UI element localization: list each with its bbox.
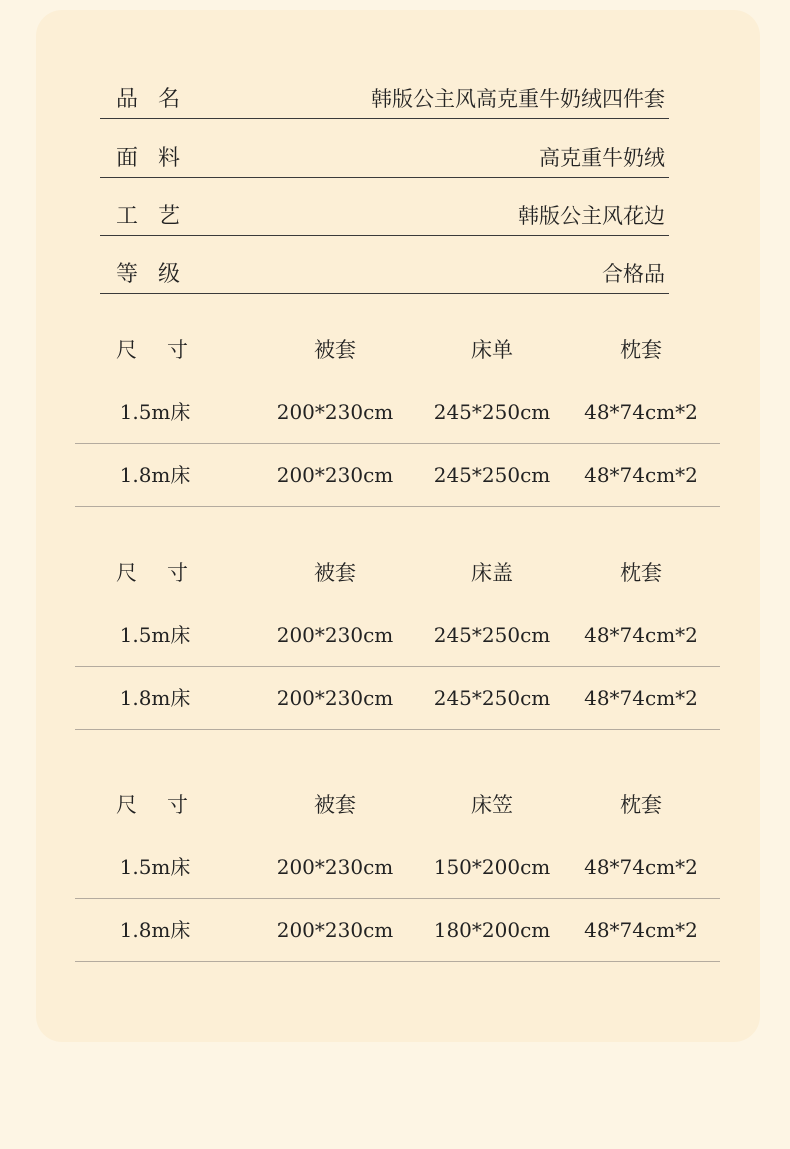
info-label: 品名 — [116, 87, 201, 112]
table-cell: 1.5m床 — [119, 855, 191, 879]
size-table-sheet — [75, 319, 720, 507]
table-row — [75, 444, 720, 507]
table-row — [75, 836, 720, 899]
table-cell: 200*230cm — [276, 400, 394, 424]
header-sheet: 床单 — [471, 338, 513, 362]
table-cell: 48*74cm*2 — [584, 686, 698, 710]
header-duvet: 被套 — [314, 338, 356, 362]
table-row — [75, 667, 720, 730]
info-row-product-name — [100, 78, 669, 119]
table-cell: 1.5m床 — [119, 623, 191, 647]
header-bedspread: 床盖 — [471, 561, 513, 585]
header-duvet: 被套 — [314, 561, 356, 585]
table-cell: 180*200cm — [433, 918, 551, 942]
info-value: 韩版公主风花边 — [518, 204, 665, 228]
table-cell: 245*250cm — [433, 686, 551, 710]
table-cell: 1.8m床 — [119, 918, 191, 942]
table-cell: 200*230cm — [276, 918, 394, 942]
header-pillowcase: 枕套 — [620, 793, 662, 817]
table-cell: 245*250cm — [433, 623, 551, 647]
header-size: 尺寸 — [116, 561, 218, 585]
info-label: 等级 — [116, 262, 201, 287]
table-header-row — [75, 319, 720, 381]
table-cell: 48*74cm*2 — [584, 918, 698, 942]
info-label: 工艺 — [116, 204, 201, 229]
header-size: 尺寸 — [116, 338, 218, 362]
info-label: 面料 — [116, 146, 201, 171]
table-cell: 245*250cm — [433, 463, 551, 487]
table-header-row — [75, 774, 720, 836]
size-table-bedspread — [75, 542, 720, 730]
table-cell: 200*230cm — [276, 855, 394, 879]
header-pillowcase: 枕套 — [620, 561, 662, 585]
table-header-row — [75, 542, 720, 604]
table-cell: 48*74cm*2 — [584, 400, 698, 424]
table-cell: 150*200cm — [433, 855, 551, 879]
table-cell: 1.8m床 — [119, 463, 191, 487]
table-row — [75, 604, 720, 667]
info-row-fabric — [100, 137, 669, 178]
table-cell: 200*230cm — [276, 686, 394, 710]
table-cell: 48*74cm*2 — [584, 463, 698, 487]
info-value: 合格品 — [602, 262, 665, 286]
table-cell: 200*230cm — [276, 623, 394, 647]
table-cell: 48*74cm*2 — [584, 855, 698, 879]
size-table-fitted-sheet — [75, 774, 720, 962]
table-cell: 245*250cm — [433, 400, 551, 424]
info-row-grade — [100, 253, 669, 294]
header-fitted-sheet: 床笠 — [471, 793, 513, 817]
table-row — [75, 899, 720, 962]
info-value: 高克重牛奶绒 — [539, 146, 665, 170]
header-duvet: 被套 — [314, 793, 356, 817]
table-cell: 48*74cm*2 — [584, 623, 698, 647]
table-cell: 1.8m床 — [119, 686, 191, 710]
table-row — [75, 381, 720, 444]
header-pillowcase: 枕套 — [620, 338, 662, 362]
info-value: 韩版公主风高克重牛奶绒四件套 — [371, 87, 665, 111]
header-size: 尺寸 — [116, 793, 218, 817]
table-cell: 200*230cm — [276, 463, 394, 487]
table-cell: 1.5m床 — [119, 400, 191, 424]
info-row-craft — [100, 195, 669, 236]
